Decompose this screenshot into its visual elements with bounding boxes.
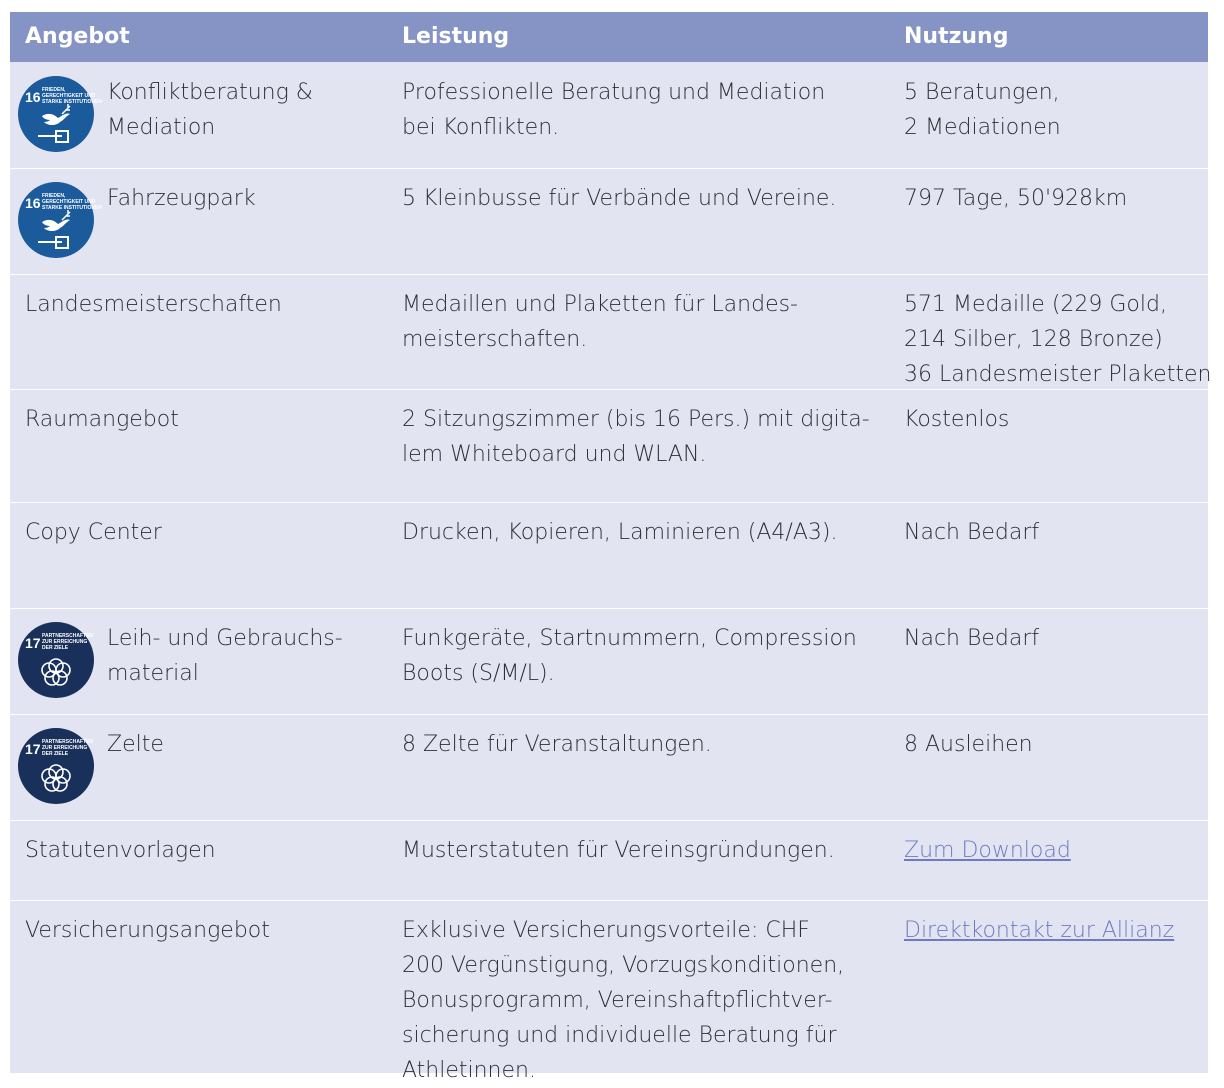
svg-text:FRIEDEN,: FRIEDEN, — [42, 193, 66, 199]
cell-nutzung — [904, 75, 1224, 145]
cell-nutzung-line: 2 Mediationen — [904, 115, 1061, 140]
cell-leistung — [402, 75, 892, 145]
svg-text:STARKE INSTITUTIONEN: STARKE INSTITUTIONEN — [42, 99, 102, 105]
svg-text:17: 17 — [25, 635, 41, 651]
cell-nutzung — [904, 402, 1224, 437]
svg-text:GERECHTIGKEIT UND: GERECHTIGKEIT UND — [42, 93, 96, 99]
cell-angebot — [25, 515, 385, 550]
offer-table — [10, 12, 1212, 1083]
sdg-17-icon — [18, 622, 94, 698]
svg-text:PARTNERSCHAFTEN: PARTNERSCHAFTEN — [42, 739, 94, 745]
table-row — [10, 389, 1208, 503]
table-row — [10, 274, 1212, 390]
svg-text:17: 17 — [25, 741, 41, 757]
header-leistung: Leistung — [402, 24, 510, 49]
svg-text:PARTNERSCHAFTEN: PARTNERSCHAFTEN — [42, 633, 94, 639]
svg-text:ZUR ERREICHUNG: ZUR ERREICHUNG — [42, 639, 88, 645]
cell-leistung-line: lem Whiteboard und WLAN. — [402, 442, 707, 467]
cell-angebot-line: Konfliktberatung & — [107, 80, 313, 105]
cell-leistung-line: Athletinnen. — [402, 1058, 536, 1083]
cell-angebot — [107, 621, 387, 691]
table-row — [10, 168, 1208, 275]
cell-angebot-line: Leih- und Gebrauchs- — [107, 626, 343, 651]
svg-text:16: 16 — [25, 195, 41, 211]
table-row — [10, 502, 1208, 609]
cell-nutzung — [904, 287, 1224, 392]
cell-leistung-line: Bonusprogramm, Vereinshaftpflichtver- — [402, 988, 833, 1013]
table-row — [10, 714, 1208, 821]
nutzung-link-line[interactable]: Zum Download — [904, 838, 1071, 863]
cell-leistung — [402, 515, 892, 550]
nutzung-link[interactable] — [904, 913, 1224, 948]
cell-angebot-line: material — [107, 661, 199, 686]
svg-text:16: 16 — [25, 89, 41, 105]
cell-leistung-line: meisterschaften. — [402, 327, 588, 352]
cell-nutzung-line: Kostenlos — [904, 407, 1010, 432]
cell-nutzung — [904, 181, 1224, 216]
cell-leistung — [402, 727, 892, 762]
cell-leistung-line: Drucken, Kopieren, Laminieren (A4/A3). — [402, 520, 838, 545]
cell-leistung — [402, 621, 892, 691]
cell-nutzung — [904, 621, 1224, 656]
cell-leistung-line: 8 Zelte für Veranstaltungen. — [402, 732, 712, 757]
svg-text:DER ZIELE: DER ZIELE — [42, 645, 69, 651]
cell-nutzung — [904, 515, 1224, 550]
cell-nutzung-line: 5 Beratungen, — [904, 80, 1060, 105]
cell-leistung-line: Boots (S/M/L). — [402, 661, 555, 686]
table-row — [10, 900, 1208, 1083]
table-row — [10, 62, 1208, 169]
header-nutzung: Nutzung — [904, 24, 1009, 49]
cell-angebot — [107, 181, 387, 216]
cell-leistung — [402, 833, 892, 868]
cell-angebot — [25, 833, 385, 868]
nutzung-link[interactable] — [904, 833, 1224, 868]
cell-angebot — [25, 287, 385, 322]
cell-leistung-line: sicherung und individuelle Beratung für — [402, 1023, 837, 1048]
cell-angebot-line: Fahrzeugpark — [107, 186, 256, 211]
cell-leistung-line: 200 Vergünstigung, Vorzugskonditionen, — [402, 953, 845, 978]
cell-leistung — [402, 181, 892, 216]
cell-angebot-line: Mediation — [107, 115, 216, 140]
cell-leistung — [402, 913, 892, 1088]
table-header — [10, 12, 1208, 62]
cell-leistung-line: Exklusive Versicherungsvorteile: CHF — [402, 918, 810, 943]
sdg-16-icon — [18, 76, 102, 152]
cell-leistung — [402, 402, 892, 472]
svg-text:FRIEDEN,: FRIEDEN, — [42, 87, 66, 93]
cell-nutzung-line: 36 Landesmeister Plaketten — [904, 362, 1212, 387]
cell-angebot-line: Versicherungsangebot — [25, 918, 270, 943]
cell-angebot-line: Landesmeisterschaften — [25, 292, 282, 317]
cell-angebot — [25, 402, 385, 437]
cell-nutzung-line: Nach Bedarf — [904, 520, 1040, 545]
cell-leistung-line: Professionelle Beratung und Mediation — [402, 80, 826, 105]
table-row — [10, 608, 1208, 715]
cell-nutzung-line: 8 Ausleihen — [904, 732, 1033, 757]
cell-nutzung-line: Nach Bedarf — [904, 626, 1040, 651]
svg-text:STARKE INSTITUTIONEN: STARKE INSTITUTIONEN — [42, 205, 102, 211]
cell-nutzung-line: 797 Tage, 50'928km — [904, 186, 1128, 211]
cell-angebot-line: Statutenvorlagen — [25, 838, 216, 863]
cell-nutzung-line: 214 Silber, 128 Bronze) — [904, 327, 1163, 352]
cell-leistung-line: 2 Sitzungszimmer (bis 16 Pers.) mit digita- — [402, 407, 870, 432]
cell-leistung-line: Funkgeräte, Startnummern, Compression — [402, 626, 857, 651]
cell-leistung-line: 5 Kleinbusse für Verbände und Vereine. — [402, 186, 837, 211]
svg-text:ZUR ERREICHUNG: ZUR ERREICHUNG — [42, 745, 88, 751]
sdg-17-icon — [18, 728, 94, 804]
nutzung-link-line[interactable]: Direktkontakt zur Allianz — [904, 918, 1175, 943]
table-row — [10, 820, 1208, 901]
cell-nutzung-line: 571 Medaille (229 Gold, — [904, 292, 1167, 317]
cell-leistung-line: bei Konflikten. — [402, 115, 560, 140]
cell-leistung-line: Medaillen und Plaketten für Landes- — [402, 292, 798, 317]
cell-leistung-line: Musterstatuten für Vereinsgründungen. — [402, 838, 835, 863]
cell-angebot-line: Copy Center — [25, 520, 162, 545]
cell-leistung — [402, 287, 892, 357]
header-angebot: Angebot — [25, 24, 130, 49]
svg-text:GERECHTIGKEIT UND: GERECHTIGKEIT UND — [42, 199, 96, 205]
cell-angebot — [25, 913, 385, 948]
cell-nutzung — [904, 727, 1224, 762]
cell-angebot — [107, 75, 387, 145]
cell-angebot-line: Raumangebot — [25, 407, 179, 432]
cell-angebot — [107, 727, 387, 762]
sdg-16-icon — [18, 182, 102, 258]
svg-text:DER ZIELE: DER ZIELE — [42, 751, 69, 757]
cell-angebot-line: Zelte — [107, 732, 164, 757]
